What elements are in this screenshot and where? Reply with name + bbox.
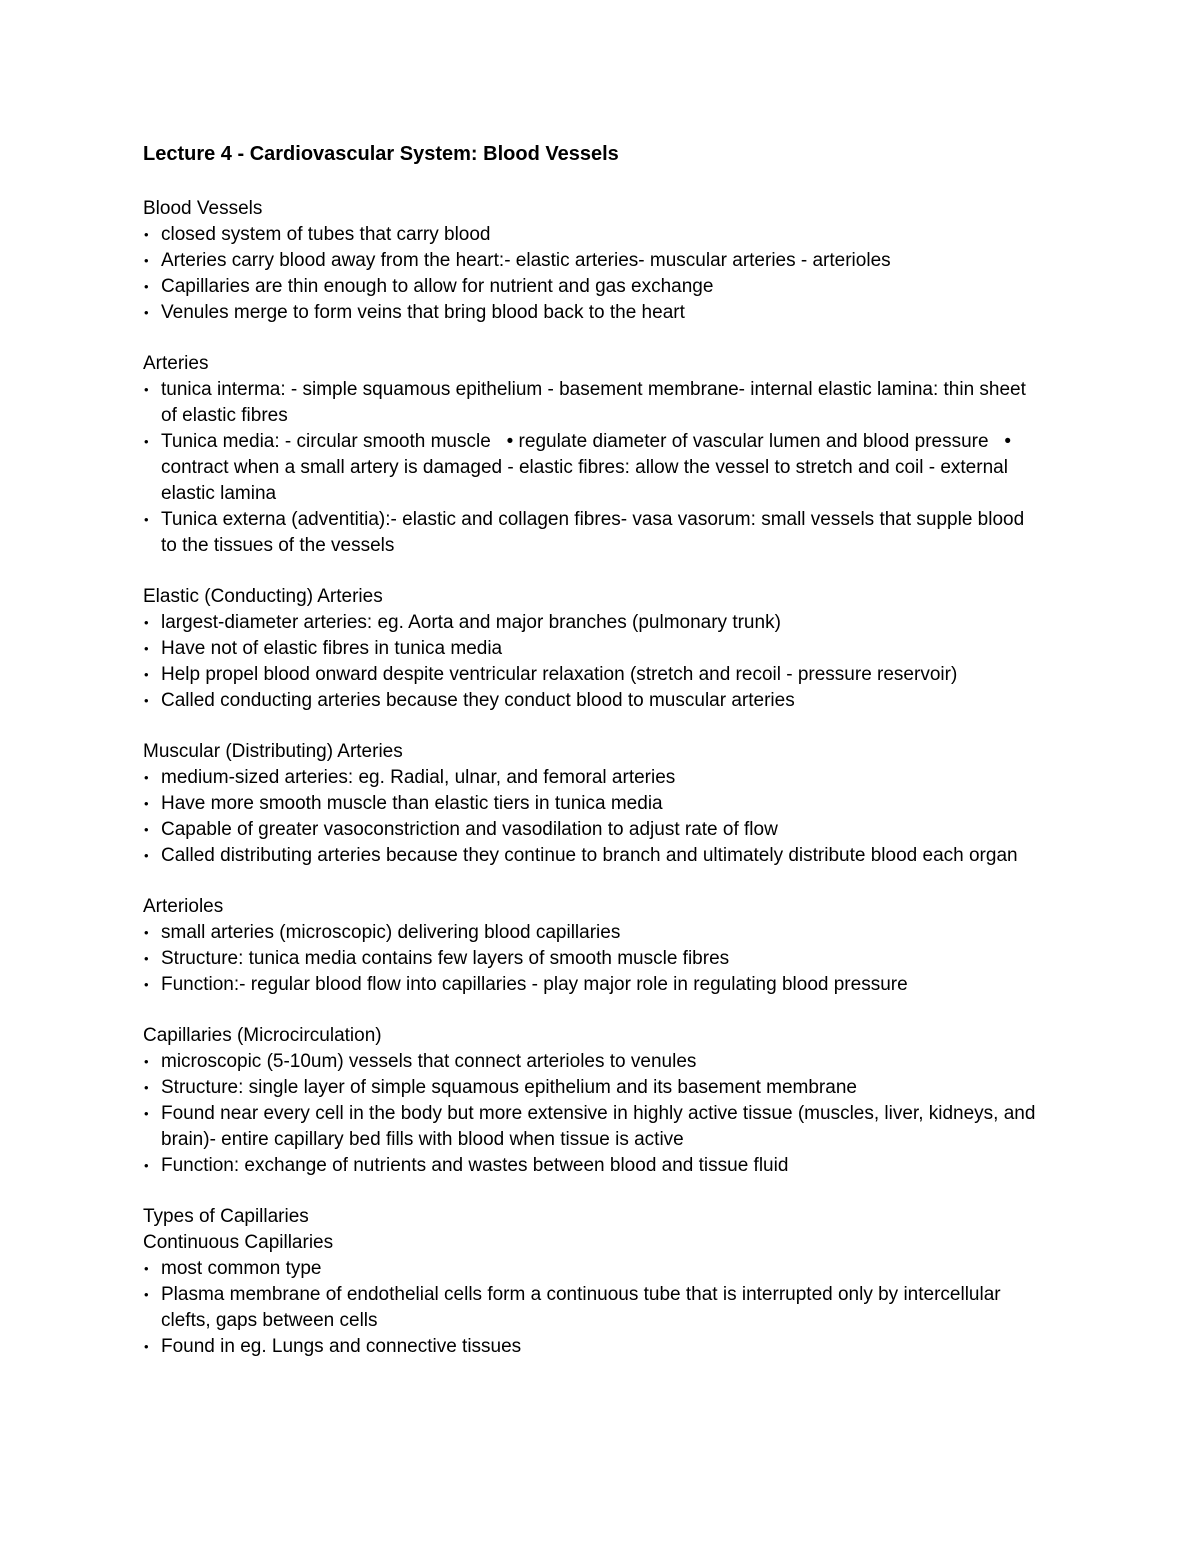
bullet-text: small arteries (microscopic) delivering blood capillaries — [161, 922, 621, 943]
bullet-text: Found in eg. Lungs and connective tissues — [161, 1336, 522, 1357]
bullet-marker-icon: • — [144, 951, 149, 966]
bullet-item — [143, 1101, 1038, 1153]
bullet-marker-icon: • — [144, 848, 149, 863]
bullet-marker-icon: • — [144, 253, 149, 268]
section-heading: Continuous Capillaries — [143, 1232, 334, 1253]
bullet-item — [143, 972, 1038, 998]
section-headings — [143, 1204, 1038, 1256]
bullet-marker-icon: • — [144, 227, 149, 242]
bullet-list — [143, 1049, 1038, 1179]
bullet-text: medium-sized arteries: eg. Radial, ulnar, and femoral arteries — [161, 767, 676, 788]
bullet-item — [143, 791, 1038, 817]
document-section — [143, 584, 1038, 714]
bullet-text: most common type — [161, 1258, 322, 1279]
section-headings — [143, 351, 1038, 377]
bullet-text: Venules merge to form veins that bring blood back to the heart — [161, 302, 685, 323]
bullet-text: Help propel blood onward despite ventricular relaxation (stretch and recoil - pressure reservoir) — [161, 664, 958, 685]
document-section — [143, 1204, 1038, 1360]
bullet-item — [143, 817, 1038, 843]
bullet-list — [143, 610, 1038, 714]
bullet-text: Have more smooth muscle than elastic tiers in tunica media — [161, 793, 663, 814]
section-headings — [143, 739, 1038, 765]
bullet-item — [143, 1334, 1038, 1360]
bullet-item — [143, 300, 1038, 326]
bullet-text: Tunica media: - circular smooth muscle • regulate diameter of vascular lumen and blood pressure • contract when a small artery is damaged - elastic fibres: allow the vessel to stretch and coil - external elastic lamina — [161, 431, 1012, 504]
document-section — [143, 196, 1038, 326]
bullet-item — [143, 429, 1038, 507]
bullet-text: Have not of elastic fibres in tunica media — [161, 638, 503, 659]
bullet-text: microscopic (5-10um) vessels that connect arterioles to venules — [161, 1051, 697, 1072]
bullet-marker-icon: • — [144, 1158, 149, 1173]
bullet-item — [143, 1075, 1038, 1101]
bullet-text: Structure: tunica media contains few layers of smooth muscle fibres — [161, 948, 730, 969]
bullet-text: tunica interma: - simple squamous epithelium - basement membrane- internal elastic lamina: thin sheet of elastic fibres — [161, 379, 1026, 426]
section-heading: Capillaries (Microcirculation) — [143, 1025, 382, 1046]
bullet-marker-icon: • — [144, 279, 149, 294]
section-heading: Muscular (Distributing) Arteries — [143, 741, 403, 762]
section-headings — [143, 584, 1038, 610]
bullet-marker-icon: • — [144, 382, 149, 397]
bullet-item — [143, 1256, 1038, 1282]
bullet-marker-icon: • — [144, 615, 149, 630]
section-headings — [143, 894, 1038, 920]
section-heading: Elastic (Conducting) Arteries — [143, 586, 383, 607]
bullet-marker-icon: • — [144, 925, 149, 940]
bullet-marker-icon: • — [144, 796, 149, 811]
bullet-marker-icon: • — [144, 1080, 149, 1095]
bullet-list — [143, 1256, 1038, 1360]
bullet-item — [143, 610, 1038, 636]
document-section — [143, 739, 1038, 869]
bullet-item — [143, 662, 1038, 688]
bullet-text: closed system of tubes that carry blood — [161, 224, 491, 245]
bullet-item — [143, 843, 1038, 869]
bullet-item — [143, 507, 1038, 559]
section-headings — [143, 1023, 1038, 1049]
bullet-marker-icon: • — [144, 305, 149, 320]
bullet-text: Capable of greater vasoconstriction and vasodilation to adjust rate of flow — [161, 819, 778, 840]
section-heading: Blood Vessels — [143, 198, 263, 219]
bullet-list — [143, 377, 1038, 559]
bullet-marker-icon: • — [144, 434, 149, 449]
bullet-text: Found near every cell in the body but more extensive in highly active tissue (muscles, liver, kidneys, and brain)- entire capillary bed fills with blood when tissue is active — [161, 1103, 1036, 1150]
bullet-marker-icon: • — [144, 1287, 149, 1302]
document-title: Lecture 4 - Cardiovascular System: Blood Vessels — [143, 143, 619, 165]
bullet-text: Tunica externa (adventitia):- elastic and collagen fibres- vasa vasorum: small vessels that supple blood to the tissues of the vessels — [161, 509, 1025, 556]
document-body — [143, 196, 1038, 1360]
bullet-text: Function: exchange of nutrients and wastes between blood and tissue fluid — [161, 1155, 789, 1176]
bullet-marker-icon: • — [144, 1339, 149, 1354]
document-content — [143, 141, 1038, 1360]
bullet-item — [143, 946, 1038, 972]
document-section — [143, 351, 1038, 559]
bullet-text: Called distributing arteries because they continue to branch and ultimately distribute blood each organ — [161, 845, 1018, 866]
section-heading: Arteries — [143, 353, 209, 374]
bullet-marker-icon: • — [144, 770, 149, 785]
document-section — [143, 1023, 1038, 1179]
bullet-item — [143, 688, 1038, 714]
document-section — [143, 894, 1038, 998]
section-heading: Types of Capillaries — [143, 1206, 309, 1227]
bullet-marker-icon: • — [144, 512, 149, 527]
bullet-item — [143, 765, 1038, 791]
bullet-item — [143, 920, 1038, 946]
bullet-item — [143, 248, 1038, 274]
bullet-item — [143, 222, 1038, 248]
bullet-list — [143, 222, 1038, 326]
bullet-item — [143, 1282, 1038, 1334]
bullet-marker-icon: • — [144, 641, 149, 656]
bullet-list — [143, 920, 1038, 998]
bullet-item — [143, 377, 1038, 429]
bullet-text: Structure: single layer of simple squamous epithelium and its basement membrane — [161, 1077, 857, 1098]
bullet-item — [143, 636, 1038, 662]
section-headings — [143, 196, 1038, 222]
bullet-text: Arteries carry blood away from the heart:- elastic arteries- muscular arteries - arterioles — [161, 250, 891, 271]
bullet-text: Capillaries are thin enough to allow for nutrient and gas exchange — [161, 276, 714, 297]
bullet-item — [143, 274, 1038, 300]
bullet-text: Plasma membrane of endothelial cells form a continuous tube that is interrupted only by intercellular clefts, gaps between cells — [161, 1284, 1001, 1331]
bullet-marker-icon: • — [144, 1261, 149, 1276]
bullet-item — [143, 1049, 1038, 1075]
bullet-text: largest-diameter arteries: eg. Aorta and major branches (pulmonary trunk) — [161, 612, 781, 633]
section-heading: Arterioles — [143, 896, 224, 917]
bullet-item — [143, 1153, 1038, 1179]
bullet-marker-icon: • — [144, 1106, 149, 1121]
bullet-marker-icon: • — [144, 822, 149, 837]
bullet-text: Function:- regular blood flow into capillaries - play major role in regulating blood pressure — [161, 974, 908, 995]
bullet-marker-icon: • — [144, 667, 149, 682]
bullet-marker-icon: • — [144, 693, 149, 708]
bullet-marker-icon: • — [144, 1054, 149, 1069]
bullet-text: Called conducting arteries because they conduct blood to muscular arteries — [161, 690, 795, 711]
bullet-list — [143, 765, 1038, 869]
bullet-marker-icon: • — [144, 977, 149, 992]
